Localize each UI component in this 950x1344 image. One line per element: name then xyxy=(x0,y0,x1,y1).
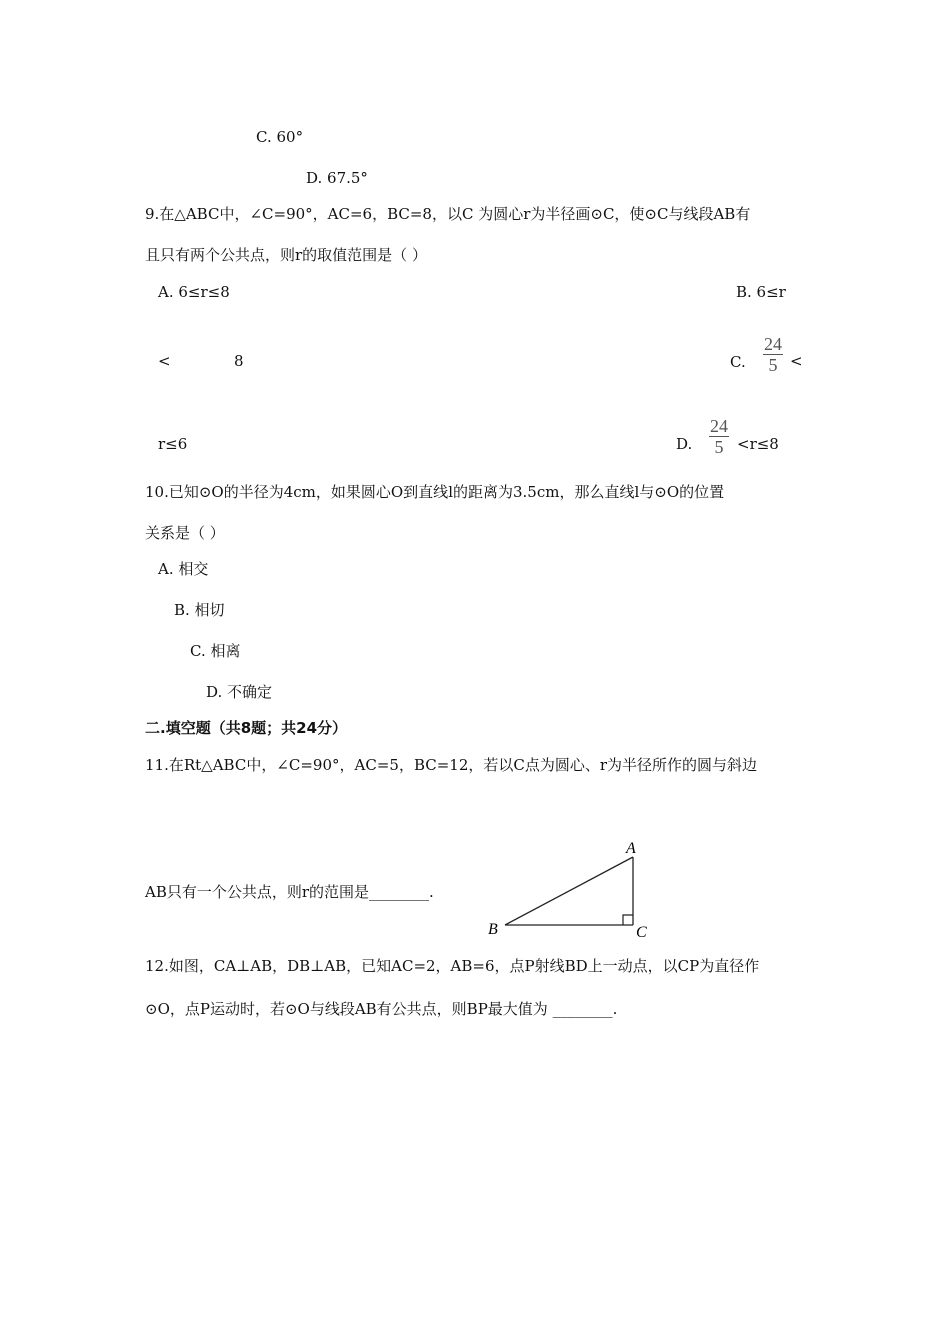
q8-option-d: D. 67.5° xyxy=(306,169,368,187)
vertex-a-label: A xyxy=(626,840,636,857)
q10-stem-line2: 关系是（ ） xyxy=(145,524,225,542)
vertex-b-label: B xyxy=(488,921,498,938)
q9-option-a: A. 6≤r≤8 xyxy=(158,283,230,301)
q9-option-c-lt: < xyxy=(790,352,803,370)
q10-stem-line1: 10.已知⊙O的半径为4cm，如果圆心O到直线l的距离为3.5cm，那么直线l与⊙O的位置 xyxy=(145,483,725,501)
q11-triangle-figure xyxy=(480,835,655,945)
q9-option-c-cont: r≤6 xyxy=(158,435,188,453)
q9-option-c-label: C. xyxy=(730,353,746,371)
q9-stem-line1: 9.在△ABC中，∠C=90°，AC=6，BC=8，以C 为圆心r为半径画⊙C，使⊙C与线段AB有 xyxy=(145,205,751,223)
q9-option-c-fraction xyxy=(763,335,783,374)
q9-option-b: B. 6≤r xyxy=(736,283,786,301)
fraction-numerator: 24 xyxy=(764,334,782,354)
q9-option-d-tail: <r≤8 xyxy=(737,435,779,453)
q9-option-d-fraction xyxy=(709,417,729,456)
q12-stem-line2: ⊙O，点P运动时，若⊙O与线段AB有公共点，则BP最大值为 ________. xyxy=(145,1000,618,1018)
q9-stem-line2: 且只有两个公共点，则r的取值范围是（ ） xyxy=(145,246,427,264)
fraction-denominator: 5 xyxy=(768,355,778,375)
q10-option-d: D. 不确定 xyxy=(206,683,273,701)
q9-option-b-lt: < xyxy=(158,352,171,370)
q8-option-c: C. 60° xyxy=(256,128,304,146)
right-angle-mark xyxy=(623,915,633,925)
vertex-c-label: C xyxy=(636,924,647,941)
q11-stem-line2: AB只有一个公共点，则r的范围是________. xyxy=(145,883,434,901)
q10-option-c: C. 相离 xyxy=(190,642,241,660)
q10-option-b: B. 相切 xyxy=(174,601,225,619)
q11-stem-line1: 11.在Rt△ABC中，∠C=90°，AC=5，BC=12，若以C点为圆心、r为半径所作的圆与斜边 xyxy=(145,756,758,774)
fraction-denominator: 5 xyxy=(714,437,724,457)
fraction-numerator: 24 xyxy=(710,416,728,436)
q10-option-a: A. 相交 xyxy=(158,560,209,578)
q12-stem-line1: 12.如图，CA⊥AB，DB⊥AB，已知AC=2，AB=6，点P射线BD上一动点，以CP为直径作 xyxy=(145,957,760,975)
section-title: 二.填空题（共8题；共24分） xyxy=(145,719,348,737)
q9-option-b-8: 8 xyxy=(234,352,244,370)
side-ab xyxy=(505,857,633,925)
q9-option-d-label: D. xyxy=(676,435,693,453)
